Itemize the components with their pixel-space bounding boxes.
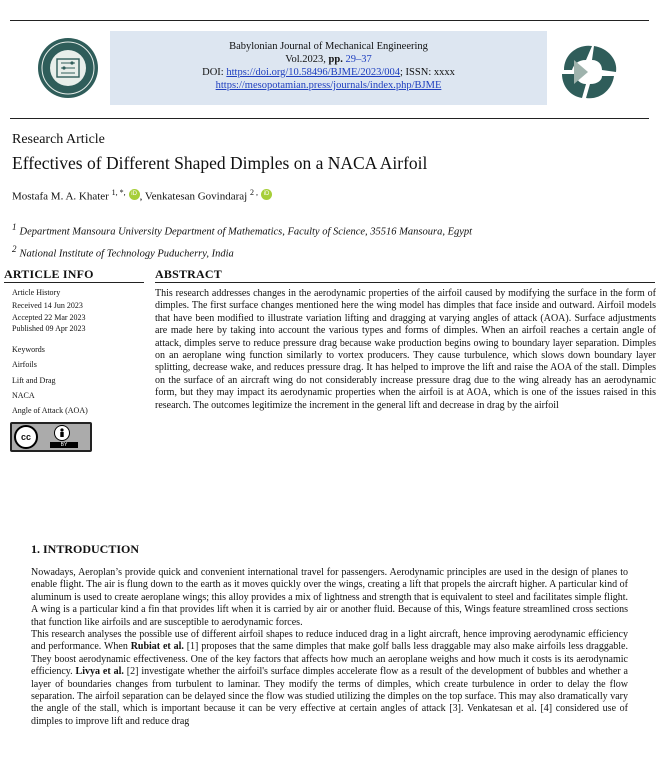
author-2-affil: 2 , <box>249 188 260 197</box>
pages: 29–37 <box>345 54 372 65</box>
keyword: NACA <box>12 391 35 400</box>
affiliation-text: Department Mansoura University Department of Mathematics, Faculty of Science, 35516 Mansoura, Egypt <box>19 226 473 238</box>
article-title: Effectives of Different Shaped Dimples on a NACA Airfoil <box>12 153 428 173</box>
orcid-icon[interactable]: iD <box>261 189 272 200</box>
keyword: Lift and Drag <box>12 376 56 385</box>
article-info-rule <box>4 282 144 283</box>
accepted-date: Accepted 22 Mar 2023 <box>12 313 86 322</box>
affiliation <box>12 222 472 238</box>
keyword: Angle of Attack (AOA) <box>12 406 88 415</box>
publisher-logo <box>556 40 622 102</box>
para2-part-b: [1] proposes that the same dimples that make golf balls less draggable may also make airfoils less draggable. They boost aerodynamic effectiveness. One of the key factors that affects how much an aeroplane weighs and how much it costs is its aerodynamic efficiency. <box>31 641 628 678</box>
orcid-icon[interactable]: iD <box>129 189 140 200</box>
volume-line: Vol.2023, pp. 29–37 <box>285 54 372 65</box>
intro-paragraph-2 <box>31 629 628 728</box>
author-2: , Venkatesan Govindaraj <box>139 190 248 203</box>
by-label: BY <box>50 442 78 448</box>
para2-part-c: [2] investigate whether the airfoil's surface dimples accelerate flow as a result of the development of bubbles and whether a layer of boundaries changes from turbulent to laminar. They modify the terms of dimples, which create turbulence in order to delay the flow separation. The airfoil separation can be delayed since the flow was studied utilizing the dimples on the top surface. This may also dramatically vary the angle of the stall, which is important because it can be very effective at certain angles of attack [3]. Venkatesan et al. [4] considered use of dimples to improve lift and reduce drag <box>31 666 628 727</box>
author-1-affil: 1, *, <box>111 188 128 197</box>
journal-info <box>110 40 547 92</box>
keywords-label: Keywords <box>12 345 45 354</box>
journal-url-line <box>110 79 547 92</box>
authors-line <box>12 188 272 203</box>
keyword: Airfoils <box>12 360 37 369</box>
affiliation-text: National Institute of Technology Puducherry, India <box>19 248 234 260</box>
citation-livya: Livya et al. <box>75 666 124 678</box>
author-1: Mostafa M. A. Khater <box>12 190 109 203</box>
published-date: Published 09 Apr 2023 <box>12 324 86 333</box>
doi-label: DOI: <box>202 67 224 78</box>
affiliation-number: 1 <box>12 222 17 232</box>
intro-paragraph-1: Nowadays, Aeroplan’s provide quick and convenient international travel for passengers. Aerodynamic principles are used in the design of planes to enable flight. The air is flung down to the earth as it moves quickly over the wings, creating a lift that propels the aircraft higher. A particular kind of aluminum is used to create aeroplane wings; this alloy provides a mix of lightness and strength that is equivalent to steel and facilitates simple flight. A wing is a particular kind a fin that provides lift when it is carried by air or another fluid. Because of this, Wings feature streamlined cross sections that function like airfoils and are susceptible to aerodynamic forces. <box>31 567 628 628</box>
person-icon <box>54 425 70 441</box>
journal-seal-logo <box>37 37 99 99</box>
affiliation-number: 2 <box>12 244 17 254</box>
cc-icon: cc <box>14 425 38 449</box>
journal-name: Babylonian Journal of Mechanical Engineering <box>229 41 428 52</box>
journal-url-link[interactable]: https://mesopotamian.press/journals/index.php/BJME <box>215 80 442 91</box>
abstract-text: This research addresses changes in the aerodynamic properties of the airfoil caused by modifying the surface in the form of dimples. The first surface changes mentioned here the wing model has dimples that face inside and outward. Airfoil models that have been modified to illustrate variation lifting and dragging at varying angles of attack (AOA). Surface adjustments are made here by taking into account the various types and forms of dimples. When an airfoil reaches a certain angle of attack, dimples serve to reduce pressure drag because wake production begins owing to boundary layer separation. Dimples on an aeroplane wing function similarly to vortex producers. They cause turbulence, which slows down boundary layer splitting, decrease wake, and reduces pressure drag. It has helped to improve the lift and raise the AOA of the stall. Dimples on the surface of an aircraft wing do not considerably increase pressure drag due to the wing already has an aerodynamic form, but they may impact its aerodynamic properties when the airfoil is at AOA, which is one of the issues raised in this research. The outcomes legitimize the increment in the general lift and decrease in drag by the airfoil <box>155 288 656 411</box>
abstract-rule <box>155 282 655 283</box>
introduction-heading: 1. INTRODUCTION <box>31 542 140 556</box>
citation-rubiat: Rubiat et al. <box>130 641 184 653</box>
article-info-heading: ARTICLE INFO <box>4 267 94 281</box>
article-history-label: Article History <box>12 288 61 297</box>
abstract-heading: ABSTRACT <box>155 267 222 281</box>
cc-by-license-badge[interactable] <box>10 422 92 452</box>
article-type: Research Article <box>12 132 105 147</box>
received-date: Received 14 Jun 2023 <box>12 301 83 310</box>
issn: ; ISSN: xxxx <box>400 67 455 78</box>
doi-link[interactable]: https://doi.org/10.58496/BJME/2023/004 <box>226 67 401 78</box>
affiliation <box>12 244 234 260</box>
pages-label: pp. <box>328 54 343 65</box>
volume: Vol.2023 <box>285 54 324 65</box>
header-top-rule <box>10 20 649 21</box>
para2-part-a: This research analyses the possible use of different airfoil shapes to reduce induced drag in a light aircraft, hence improving aerodynamic efficiency and performance. When <box>31 629 628 653</box>
introduction-body <box>31 567 628 728</box>
doi-line <box>110 66 547 79</box>
header-bottom-rule <box>10 118 649 119</box>
